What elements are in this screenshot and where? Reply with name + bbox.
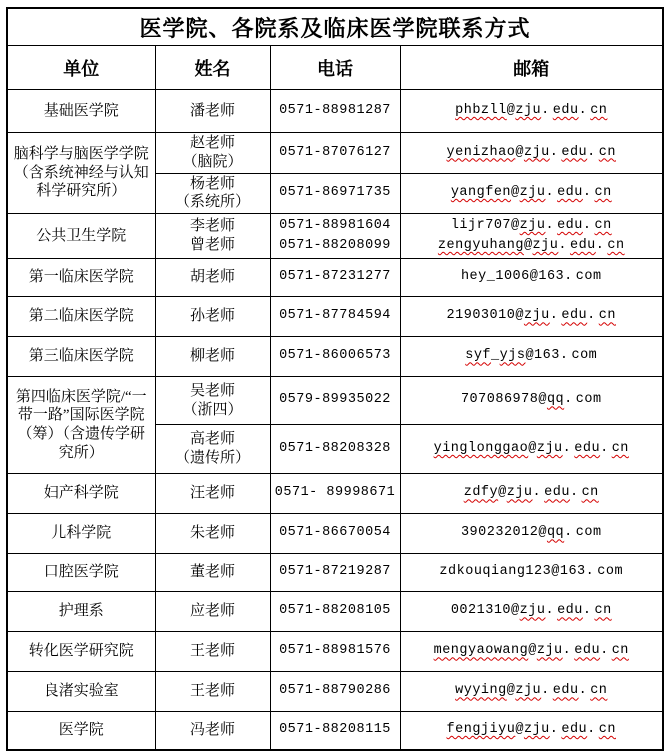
name-line: 冯老师	[189, 721, 235, 738]
misspell-squiggle: zju	[519, 217, 546, 233]
name-line: 孙老师	[189, 308, 235, 325]
unit-cell: 妇产科学院	[7, 474, 155, 514]
name-line: 汪老师	[189, 485, 235, 502]
table-title-row	[7, 8, 663, 46]
table-row	[7, 554, 663, 592]
unit-cell: 良渚实验室	[7, 672, 155, 712]
email-cell	[400, 259, 663, 297]
phone-cell	[270, 214, 400, 259]
dot-separator: .	[532, 485, 542, 501]
misspell-squiggle: yjs	[499, 348, 526, 364]
misspell-squiggle: zdfy	[463, 485, 499, 501]
contact-table	[6, 7, 664, 751]
name-cell	[155, 514, 270, 554]
email-cell	[400, 554, 663, 592]
misspell-squiggle: edu	[574, 643, 601, 659]
email-text: 21903010@zju. edu. cn	[446, 308, 616, 324]
email-text: yangfen@zju. edu. cn	[450, 185, 612, 201]
unit-cell: 医学院	[7, 712, 155, 750]
phone-line: 0571-88981576	[279, 643, 391, 659]
name-cell	[155, 474, 270, 514]
name-line: 赵老师	[189, 135, 235, 151]
misspell-squiggle: zju	[536, 440, 563, 456]
email-text: yinglonggao@zju. edu. cn	[433, 440, 629, 456]
name-cell	[155, 214, 270, 259]
unit-cell: 口腔医学院	[7, 554, 155, 592]
misspell-squiggle: zju	[536, 643, 563, 659]
email-text: zengyuhang@zju. edu. cn	[437, 238, 625, 253]
misspell-squiggle: cn	[594, 185, 612, 201]
email-cell	[400, 214, 663, 259]
email-text: mengyaowang@zju. edu. cn	[433, 643, 629, 659]
table-row	[7, 214, 663, 259]
dot-separator: .	[541, 102, 550, 118]
name-cell	[155, 712, 270, 750]
misspell-squiggle: mengyaowang	[433, 643, 529, 659]
phone-line: 0571-88208115	[279, 722, 391, 738]
email-text: 0021310@zju. edu. cn	[450, 603, 612, 619]
email-text: zdfy@zju. edu. cn	[463, 485, 599, 501]
dot-separator: .	[564, 525, 573, 541]
name-cell	[155, 90, 270, 133]
name-cell	[155, 377, 270, 425]
email-text: lijr707@zju. edu. cn	[450, 217, 612, 233]
phone-cell	[270, 514, 400, 554]
table-row	[7, 90, 663, 133]
name-cell	[155, 259, 270, 297]
misspell-squiggle: wyying	[455, 683, 507, 699]
dot-separator: .	[578, 683, 588, 699]
misspell-squiggle: edu	[569, 238, 596, 253]
misspell-squiggle: edu	[561, 722, 588, 738]
misspell-squiggle: zju	[515, 102, 542, 118]
misspell-squiggle: cn	[598, 722, 616, 738]
name-line: （系统所）	[174, 194, 250, 211]
dot-separator: .	[600, 440, 609, 456]
misspell-squiggle: phbzll	[455, 102, 507, 118]
misspell-squiggle: cn	[598, 144, 616, 160]
misspell-squiggle: cn	[598, 308, 616, 324]
email-cell	[400, 297, 663, 337]
misspell-squiggle: edu	[552, 102, 579, 118]
email-text: zdkouqiang123@163. com	[439, 564, 624, 580]
name-line: 吴老师	[189, 382, 235, 399]
phone-line: 0579-89935022	[279, 392, 391, 408]
table-body	[7, 90, 663, 750]
phone-line: 0571-86670054	[279, 525, 391, 541]
column-header-name: 姓名	[155, 46, 270, 90]
dot-separator: .	[582, 185, 592, 201]
email-cell	[400, 337, 663, 377]
email-cell	[400, 712, 663, 750]
unit-cell: 脑科学与脑医学学院（含系统神经与认知科学研究所）	[7, 133, 155, 214]
misspell-squiggle: zju	[532, 238, 559, 253]
misspell-squiggle: cn	[590, 102, 608, 118]
dot-separator: .	[600, 643, 609, 659]
misspell-squiggle: edu	[557, 217, 583, 233]
table-row	[7, 514, 663, 554]
dot-separator: .	[582, 217, 592, 233]
table-row	[7, 672, 663, 712]
dot-separator: .	[595, 238, 605, 253]
email-text: phbzll@zju. edu. cn	[455, 102, 608, 118]
dot-separator: .	[545, 217, 555, 233]
name-line: 朱老师	[189, 525, 235, 542]
dot-separator: .	[564, 392, 573, 408]
dot-separator: .	[549, 308, 559, 324]
name-cell	[155, 297, 270, 337]
email-cell	[400, 90, 663, 133]
phone-line: 0571-88208105	[279, 603, 391, 619]
email-cell	[400, 514, 663, 554]
misspell-squiggle: zju	[519, 185, 546, 201]
misspell-squiggle: zju	[523, 308, 550, 324]
name-line: 王老师	[189, 643, 235, 660]
email-cell	[400, 474, 663, 514]
dot-separator: .	[587, 144, 596, 160]
name-line: 应老师	[189, 603, 235, 620]
unit-cell: 第一临床医学院	[7, 259, 155, 297]
unit-cell: 儿科学院	[7, 514, 155, 554]
unit-cell: 公共卫生学院	[7, 214, 155, 259]
phone-line: 0571- 89998671	[274, 485, 396, 501]
name-cell	[155, 133, 270, 174]
email-cell	[400, 133, 663, 174]
dot-separator: .	[587, 722, 596, 738]
dot-separator: .	[541, 683, 550, 699]
dot-separator: .	[549, 144, 559, 160]
phone-cell	[270, 133, 400, 174]
misspell-squiggle: zengyuhang	[437, 238, 524, 253]
misspell-squiggle: zju	[523, 722, 550, 738]
unit-cell: 转化医学研究院	[7, 632, 155, 672]
name-cell	[155, 554, 270, 592]
misspell-squiggle: edu	[544, 485, 570, 501]
misspell-squiggle: cn	[590, 683, 608, 699]
misspell-squiggle: yangfen	[450, 185, 512, 201]
phone-cell	[270, 425, 400, 474]
name-line: （遗传所）	[174, 450, 250, 466]
column-header-unit: 单位	[7, 46, 155, 90]
phone-cell	[270, 672, 400, 712]
misspell-squiggle: qq	[546, 525, 565, 541]
phone-cell	[270, 297, 400, 337]
phone-cell	[270, 259, 400, 297]
column-header-phone: 电话	[270, 46, 400, 90]
misspell-squiggle: edu	[552, 683, 579, 699]
misspell-squiggle: fengjiyu	[446, 722, 516, 738]
table-row	[7, 377, 663, 425]
phone-cell	[270, 337, 400, 377]
misspell-squiggle: edu	[561, 144, 588, 160]
email-text: wyying@zju. edu. cn	[455, 683, 608, 699]
email-cell	[400, 672, 663, 712]
dot-separator: .	[585, 564, 595, 580]
table-row	[7, 259, 663, 297]
email-cell	[400, 425, 663, 474]
misspell-squiggle: edu	[561, 308, 588, 324]
phone-cell	[270, 377, 400, 425]
name-line: 曾老师	[189, 237, 235, 253]
phone-line: 0571-88208099	[279, 238, 391, 253]
email-cell	[400, 173, 663, 214]
dot-separator: .	[562, 643, 572, 659]
name-line: 高老师	[189, 431, 235, 448]
table-row	[7, 592, 663, 632]
name-line: 胡老师	[189, 269, 235, 286]
name-cell	[155, 337, 270, 377]
dot-separator: .	[587, 308, 596, 324]
dot-separator: .	[559, 348, 569, 364]
table-row	[7, 133, 663, 174]
name-line: 董老师	[189, 564, 235, 581]
name-line: （浙四）	[182, 401, 243, 418]
phone-line: 0571-88208328	[279, 440, 391, 456]
name-cell	[155, 632, 270, 672]
name-line: 王老师	[189, 683, 235, 700]
email-text: yenizhao@zju. edu. cn	[446, 144, 616, 160]
dot-separator: .	[558, 238, 567, 253]
name-line: 潘老师	[189, 102, 235, 119]
name-cell	[155, 672, 270, 712]
phone-line: 0571-87231277	[279, 269, 391, 285]
phone-line: 0571-86006573	[279, 348, 391, 364]
unit-cell: 基础医学院	[7, 90, 155, 133]
name-line: 杨老师	[189, 175, 235, 192]
email-text: syf_yjs@163. com	[465, 348, 598, 364]
misspell-squiggle: cn	[611, 643, 629, 659]
email-text: hey_1006@163. com	[460, 269, 602, 285]
unit-cell: 第四临床医学院/“一带一路”国际医学院（筹）（含遗传学研究所）	[7, 377, 155, 474]
misspell-squiggle: cn	[611, 440, 629, 456]
misspell-squiggle: cn	[581, 485, 599, 501]
unit-cell: 护理系	[7, 592, 155, 632]
misspell-squiggle: zju	[519, 603, 546, 619]
misspell-squiggle: qq	[546, 392, 565, 408]
name-line: 李老师	[189, 218, 235, 235]
table-header-row	[7, 46, 663, 90]
email-text: 390232012@qq. com	[460, 525, 602, 541]
email-text: 707086978@qq. com	[460, 392, 602, 408]
email-cell	[400, 377, 663, 425]
name-cell	[155, 592, 270, 632]
phone-line: 0571-88790286	[279, 683, 391, 699]
table-title: 医学院、各院系及临床医学院联系方式	[7, 8, 663, 46]
phone-line: 0571-88981287	[279, 102, 391, 118]
email-cell	[400, 592, 663, 632]
misspell-squiggle: yinglonggao	[433, 440, 529, 456]
phone-line: 0571-87076127	[279, 144, 391, 160]
misspell-squiggle: edu	[574, 440, 601, 456]
phone-line: 0571-86971735	[279, 185, 391, 201]
phone-cell	[270, 554, 400, 592]
phone-cell	[270, 592, 400, 632]
phone-cell	[270, 173, 400, 214]
phone-cell	[270, 474, 400, 514]
email-cell	[400, 632, 663, 672]
misspell-squiggle: cn	[594, 217, 612, 233]
table-row	[7, 712, 663, 750]
phone-cell	[270, 712, 400, 750]
table-row	[7, 297, 663, 337]
email-text: fengjiyu@zju. edu. cn	[446, 722, 616, 738]
table-row	[7, 474, 663, 514]
phone-line: 0571-87219287	[279, 564, 391, 580]
column-header-email: 邮箱	[400, 46, 663, 90]
misspell-squiggle: cn	[594, 603, 612, 619]
table-row	[7, 337, 663, 377]
phone-line: 0571-88981604	[279, 217, 391, 233]
unit-cell: 第三临床医学院	[7, 337, 155, 377]
name-cell	[155, 173, 270, 214]
table-row	[7, 632, 663, 672]
dot-separator: .	[545, 185, 555, 201]
phone-cell	[270, 90, 400, 133]
name-line: （脑院）	[182, 153, 243, 170]
dot-separator: .	[545, 603, 555, 619]
misspell-squiggle: syf	[465, 348, 492, 364]
misspell-squiggle: zju	[506, 485, 533, 501]
misspell-squiggle: edu	[557, 603, 583, 619]
misspell-squiggle: zju	[515, 683, 542, 699]
dot-separator: .	[578, 102, 588, 118]
misspell-squiggle: cn	[607, 238, 625, 253]
name-cell	[155, 425, 270, 474]
phone-cell	[270, 632, 400, 672]
name-line: 柳老师	[189, 348, 235, 365]
dot-separator: .	[549, 722, 559, 738]
misspell-squiggle: zju	[523, 144, 550, 160]
dot-separator: .	[569, 485, 579, 501]
misspell-squiggle: edu	[557, 185, 583, 201]
unit-cell: 第二临床医学院	[7, 297, 155, 337]
dot-separator: .	[562, 440, 572, 456]
phone-line: 0571-87784594	[279, 308, 391, 324]
dot-separator: .	[582, 603, 592, 619]
misspell-squiggle: yenizhao	[446, 144, 516, 160]
dot-separator: .	[564, 269, 573, 285]
